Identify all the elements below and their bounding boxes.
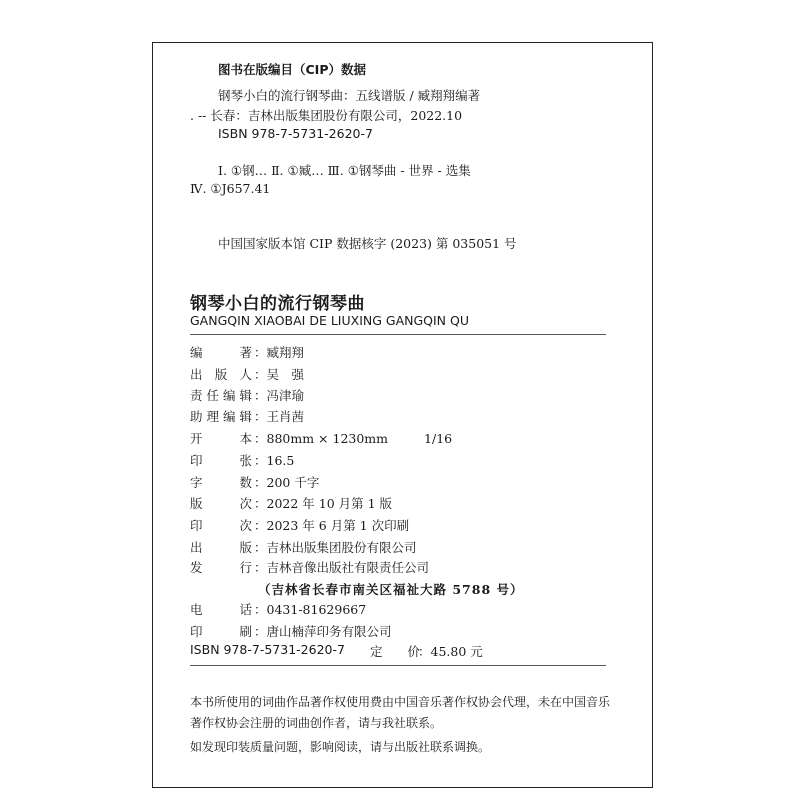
info-label: 印 刷: [190, 624, 252, 639]
info-label: 出 版 人: [190, 367, 252, 382]
info-row: 发 行 ：吉林音像出版社有限责任公司: [190, 560, 430, 575]
cip-line-6: 中国国家版本馆 CIP 数据核字 (2023) 第 035051 号: [218, 236, 517, 251]
cip-line-5: Ⅳ. ①J657.41: [190, 181, 271, 196]
cip-heading: 图书在版编目（CIP）数据: [218, 62, 366, 77]
cip-line-4: Ⅰ. ①钢… Ⅱ. ①臧… Ⅲ. ①钢琴曲 - 世界 - 选集: [218, 163, 471, 178]
book-title: 钢琴小白的流行钢琴曲: [190, 294, 365, 314]
info-value: 王肖茜: [266, 409, 305, 424]
price-label: 定 价: [370, 644, 421, 659]
info-row: 编 著 ：臧翔翔: [190, 345, 305, 360]
price: 定 价：45.80 元: [370, 644, 483, 659]
info-value: 880mm × 1230mm: [266, 431, 389, 446]
info-row: 助理编辑 ：王肖茜: [190, 409, 305, 424]
info-row: 印 刷 ：唐山楠萍印务有限公司: [190, 624, 392, 639]
info-label: 责任编辑: [190, 388, 252, 403]
info-value: 吉林音像出版社有限责任公司: [266, 560, 430, 575]
quality-note: 如发现印装质量问题，影响阅读，请与出版社联系调换。: [190, 740, 491, 754]
info-extra: 1/16: [424, 431, 453, 446]
info-label: 发 行: [190, 560, 252, 575]
info-value: 臧翔翔: [266, 345, 305, 360]
info-row: 开 本 ：880mm × 1230mm 1/16: [190, 431, 453, 446]
info-value: 吴 强: [266, 367, 305, 382]
info-value: 0431-81629667: [266, 602, 367, 617]
cip-line-3: ISBN 978-7-5731-2620-7: [218, 126, 373, 141]
isbn: ISBN 978-7-5731-2620-7: [190, 642, 345, 657]
info-label: 印 次: [190, 518, 252, 533]
copyright-note-line-2: 著作权协会注册的词曲创作者，请与我社联系。: [190, 716, 443, 730]
info-value: 吉林出版集团股份有限公司: [266, 540, 417, 555]
info-label: 开 本: [190, 431, 252, 446]
info-value: 200 千字: [266, 475, 320, 490]
copyright-note-line-1: 本书所使用的词曲作品著作权使用费由中国音乐著作权协会代理，未在中国音乐: [190, 695, 611, 709]
info-label: 出 版: [190, 540, 252, 555]
info-row: 版 次 ：2022 年 10 月第 1 版: [190, 496, 393, 511]
info-row: 电 话 ：0431-81629667: [190, 602, 367, 617]
info-label: 电 话: [190, 602, 252, 617]
cip-line-1: 钢琴小白的流行钢琴曲：五线谱版 / 臧翔翔编著: [218, 88, 481, 103]
info-value: 冯津瑜: [266, 388, 305, 403]
info-label: 印 张: [190, 453, 252, 468]
cip-line-2: . -- 长春：吉林出版集团股份有限公司，2022.10: [190, 108, 463, 123]
info-row: 出 版 人 ：吴 强: [190, 367, 305, 382]
price-value: 45.80 元: [430, 644, 483, 659]
info-value: 唐山楠萍印务有限公司: [266, 624, 392, 639]
info-row: 印 张 ：16.5: [190, 453, 295, 468]
info-value: 2023 年 6 月第 1 次印刷: [266, 518, 410, 533]
info-value: 16.5: [266, 453, 295, 468]
info-value: 2022 年 10 月第 1 版: [266, 496, 393, 511]
info-label: 助理编辑: [190, 409, 252, 424]
info-row: 字 数 ：200 千字: [190, 475, 320, 490]
book-pinyin: GANGQIN XIAOBAI DE LIUXING GANGQIN QU: [190, 313, 469, 328]
divider-top: [190, 334, 606, 335]
info-label: 字 数: [190, 475, 252, 490]
divider-bottom: [190, 665, 606, 666]
info-row: 责任编辑 ：冯津瑜: [190, 388, 305, 403]
info-row: 印 次 ：2023 年 6 月第 1 次印刷: [190, 518, 410, 533]
info-label: 版 次: [190, 496, 252, 511]
info-row: 出 版 ：吉林出版集团股份有限公司: [190, 540, 417, 555]
info-label: 编 著: [190, 345, 252, 360]
publisher-address: （吉林省长春市南关区福祉大路 5788 号）: [258, 582, 524, 597]
